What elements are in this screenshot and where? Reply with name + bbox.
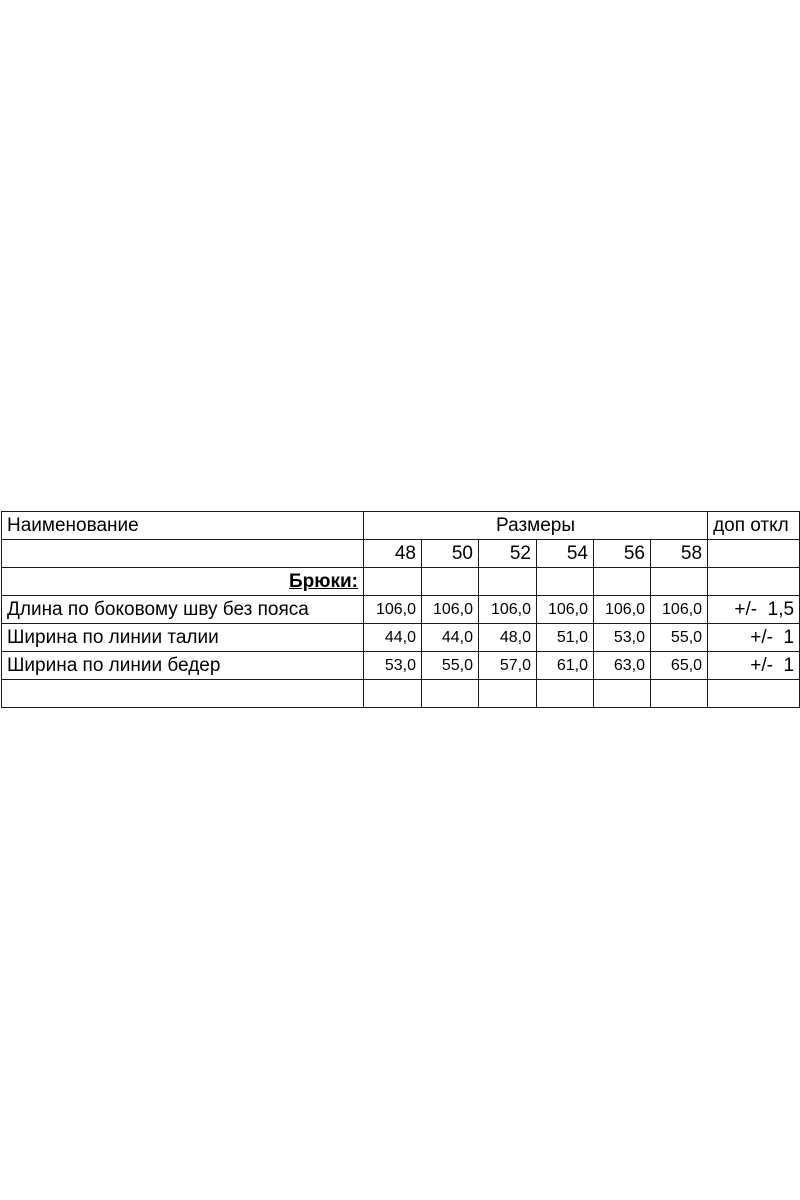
stub-cell xyxy=(479,680,537,708)
size-header-48: 48 xyxy=(364,540,422,568)
size-chart-table xyxy=(1,511,800,708)
measurement-value: 51,0 xyxy=(537,624,594,652)
measurement-value: 63,0 xyxy=(594,652,651,680)
measurement-value: 53,0 xyxy=(364,652,422,680)
measurement-value: 44,0 xyxy=(364,624,422,652)
measurement-value: 106,0 xyxy=(594,596,651,624)
tolerance-value: +/- 1 xyxy=(708,624,800,652)
section-title xyxy=(2,568,364,596)
size-header-56: 56 xyxy=(594,540,651,568)
stub-cell xyxy=(594,680,651,708)
tolerance-value: +/- 1 xyxy=(708,652,800,680)
size-header-50: 50 xyxy=(422,540,479,568)
empty-cell xyxy=(708,540,800,568)
table-bottom-stub xyxy=(2,680,800,708)
stub-cell xyxy=(2,680,364,708)
section-row xyxy=(2,568,800,596)
measurement-name: Ширина по линии талии xyxy=(2,624,364,652)
section-title-text: Брюки: xyxy=(288,571,358,592)
empty-cell xyxy=(479,568,537,596)
empty-cell xyxy=(651,568,708,596)
empty-cell xyxy=(2,540,364,568)
header-row xyxy=(2,512,800,540)
table-row xyxy=(2,596,800,624)
stub-cell xyxy=(708,680,800,708)
sizes-row xyxy=(2,540,800,568)
measurement-value: 65,0 xyxy=(651,652,708,680)
measurement-value: 48,0 xyxy=(479,624,537,652)
measurement-name: Ширина по линии бедер xyxy=(2,652,364,680)
empty-cell xyxy=(422,568,479,596)
measurement-value: 106,0 xyxy=(651,596,708,624)
measurement-value: 55,0 xyxy=(422,652,479,680)
measurement-value: 106,0 xyxy=(479,596,537,624)
measurement-value: 61,0 xyxy=(537,652,594,680)
stub-cell xyxy=(537,680,594,708)
measurement-value: 57,0 xyxy=(479,652,537,680)
tolerance-value: +/- 1,5 xyxy=(708,596,800,624)
sizes-column-header: Размеры xyxy=(364,512,708,540)
empty-cell xyxy=(364,568,422,596)
stub-cell xyxy=(422,680,479,708)
stub-cell xyxy=(364,680,422,708)
size-chart-sheet xyxy=(1,511,799,691)
measurement-name: Длина по боковому шву без пояса xyxy=(2,596,364,624)
size-header-54: 54 xyxy=(537,540,594,568)
measurement-value: 106,0 xyxy=(537,596,594,624)
measurement-value: 53,0 xyxy=(594,624,651,652)
empty-cell xyxy=(537,568,594,596)
measurement-value: 55,0 xyxy=(651,624,708,652)
tolerance-column-header: доп откл xyxy=(708,512,800,540)
stub-cell xyxy=(651,680,708,708)
measurement-value: 106,0 xyxy=(364,596,422,624)
size-header-52: 52 xyxy=(479,540,537,568)
table-row xyxy=(2,624,800,652)
empty-cell xyxy=(708,568,800,596)
measurement-value: 106,0 xyxy=(422,596,479,624)
size-header-58: 58 xyxy=(651,540,708,568)
table-row xyxy=(2,652,800,680)
measurement-value: 44,0 xyxy=(422,624,479,652)
empty-cell xyxy=(594,568,651,596)
name-column-header: Наименование xyxy=(2,512,364,540)
